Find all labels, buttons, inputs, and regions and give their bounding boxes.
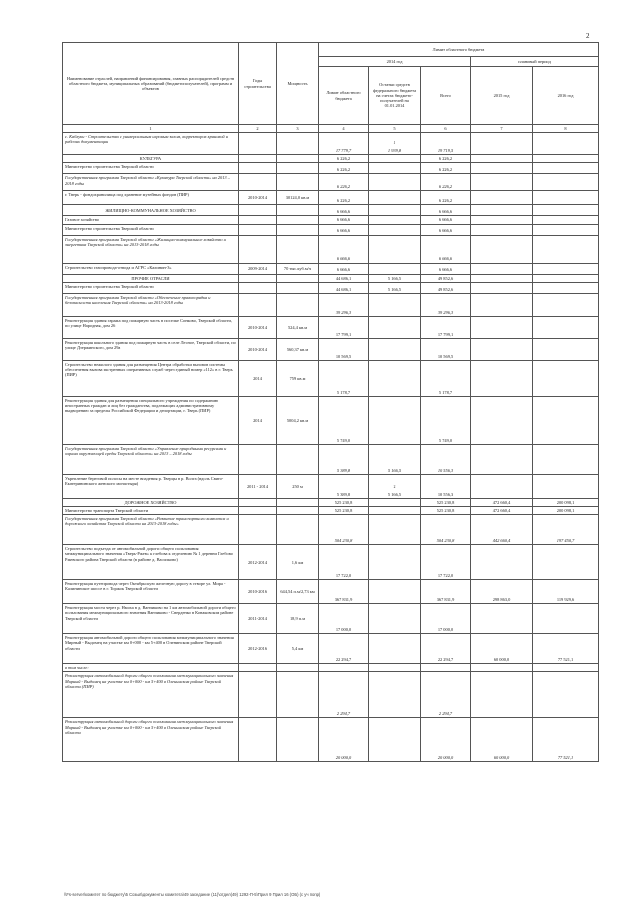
cell-y2016	[533, 338, 599, 360]
table-row	[63, 444, 599, 474]
cell-cap	[277, 515, 319, 545]
col-num: 5	[369, 125, 421, 133]
cell-remain	[369, 191, 421, 205]
cell-name: Реконструкция путепровода через Октябрьскую железную дорогу в створе ул. Мира - Калининское шоссе в г. Торжок Тверской области	[63, 580, 239, 604]
cell-y2016	[533, 274, 599, 282]
cell-name: Государственная программа Тверской области «Обеспечение правопорядка и безопасности населения Тверской области» на 2013-2018 годы	[63, 293, 239, 316]
cell-remain	[369, 133, 421, 155]
cell-name: Газовое хозяйство	[63, 216, 239, 224]
cell-y2016	[533, 396, 599, 444]
cell-y2015	[471, 205, 533, 216]
cell-y2016	[533, 545, 599, 580]
cell-name: в том числе:	[63, 664, 239, 672]
table-row	[63, 316, 599, 338]
cell-name: Строительство нежилого здания для размещения Центра обработки вызовов системы обеспечения вызова экстренных оперативных служб через единый номер «112» в г. Тверь (ПИР)	[63, 360, 239, 396]
cell-y2016: 77 521,1	[533, 718, 599, 762]
cell-total: 10 556,3	[421, 474, 471, 498]
cell-total	[421, 664, 471, 672]
cell-y2015	[471, 396, 533, 444]
table-row	[63, 293, 599, 316]
table-row	[63, 263, 599, 274]
cell-y2015	[471, 191, 533, 205]
col-num: 6	[421, 125, 471, 133]
cell-total: 39 296,3	[421, 293, 471, 316]
cell-cap: 644,54 п.м/2,73 км	[277, 580, 319, 604]
cell-y2016	[533, 174, 599, 191]
cell-y2015	[471, 360, 533, 396]
table-row	[63, 718, 599, 762]
table-row	[63, 515, 599, 545]
cell-cap: 30124,0 кв.м	[277, 191, 319, 205]
col-num: 8	[533, 125, 599, 133]
cell-years	[239, 507, 277, 515]
cell-years: 2014	[239, 396, 277, 444]
cell-y2015: 60 000,0	[471, 634, 533, 664]
table-row	[63, 580, 599, 604]
cell-years	[239, 224, 277, 235]
cell-limit: 6 226,2	[319, 163, 369, 174]
cell-limit: 17 000,0	[319, 604, 369, 634]
cell-limit: 17 722,0	[319, 545, 369, 580]
cell-y2015	[471, 664, 533, 672]
cell-total: 6 666,6	[421, 224, 471, 235]
table-row	[63, 163, 599, 174]
col-num: 3	[277, 125, 319, 133]
cell-years	[239, 444, 277, 474]
cell-y2016	[533, 191, 599, 205]
cell-cap	[277, 274, 319, 282]
table-row	[63, 672, 599, 718]
table-row	[63, 360, 599, 396]
cell-y2016	[533, 235, 599, 263]
cell-y2016	[533, 163, 599, 174]
cell-cap	[277, 224, 319, 235]
cell-limit: 2 294,7	[319, 672, 369, 718]
cell-limit: 6 666,6	[319, 235, 369, 263]
header-remain: Остатки средств федерального бюджета на счетах бюджето-получателей на 01.01.2014	[369, 67, 421, 125]
cell-cap	[277, 163, 319, 174]
cell-total: 17 722,0	[421, 545, 471, 580]
cell-years: 2012-2016	[239, 634, 277, 664]
cell-y2015	[471, 216, 533, 224]
cell-name: Министерство строительства Тверской области	[63, 224, 239, 235]
cell-name: Министерство транспорта Тверской области	[63, 507, 239, 515]
cell-y2015	[471, 163, 533, 174]
cell-limit: 504 230,8	[319, 515, 369, 545]
cell-y2015	[471, 235, 533, 263]
cell-remain	[369, 316, 421, 338]
cell-total: 6 666,6	[421, 235, 471, 263]
cell-y2015	[471, 174, 533, 191]
cell-name: Реконструкция школьного здания под пожарную часть в селе Лесное, Тверской области, по улице Дзержинского, дом 29а	[63, 338, 239, 360]
footnote-marker: 1	[393, 141, 396, 146]
table-row	[63, 274, 599, 282]
cell-years: 2011-2014	[239, 604, 277, 634]
cell-limit: 5 389,8	[319, 474, 369, 498]
cell-remain	[369, 235, 421, 263]
cell-years	[239, 498, 277, 506]
cell-cap: 524,4 кв.м	[277, 316, 319, 338]
page-number: 2	[586, 32, 590, 40]
cell-years	[239, 282, 277, 293]
table-row	[63, 224, 599, 235]
cell-total: 6 666,6	[421, 216, 471, 224]
cell-years	[239, 174, 277, 191]
cell-y2016	[533, 224, 599, 235]
cell-y2015	[471, 545, 533, 580]
cell-name: ПРОЧИЕ ОТРАСЛИ	[63, 274, 239, 282]
cell-y2015: 472 660,4	[471, 498, 533, 506]
col-num: 4	[319, 125, 369, 133]
cell-limit: 5 749,0	[319, 396, 369, 444]
cell-name: Реконструкция автомобильной дороги общего пользования межмуниципального значения Мирный - Выдомец на участке км 0+000 - км 5+400 в Оленинском районе Тверской области	[63, 718, 239, 762]
cell-name: Укрепление береговой полосы на месте впадения р. Тверцы в р. Волга (вдоль Свято-Екатерининского женского монастыря)	[63, 474, 239, 498]
cell-limit: 44 686,1	[319, 282, 369, 293]
cell-limit: 39 296,3	[319, 293, 369, 316]
cell-remain: 5 166,5	[369, 444, 421, 474]
cell-cap: 70 тыс.куб.м/ч	[277, 263, 319, 274]
cell-name: Реконструкция автомобильной дороги общего пользования межмуниципального значения Мирный - Выдомец на участке км 0+000 - км 5+400 в Оленинском районе Тверской области (ПИР)	[63, 672, 239, 718]
cell-limit: 6 666,6	[319, 205, 369, 216]
cell-name: Строительство подъезда от автомобильной дороги общего пользования межмуниципального значения «Тверь-Ржев» к глебова к отделению № 1 деревни Глебово Ржевского района Тверской области (в районе д. Василково)	[63, 545, 239, 580]
table-body	[63, 133, 599, 762]
cell-name: Реконструкция автомобильной дороги общего пользования межмуниципального значения Мирный - Выдомец на участке км 0+000 - км 5+400 в Оленинском районе Тверской области	[63, 634, 239, 664]
header-2015: 2015 год	[471, 67, 533, 125]
cell-total: 19 719,5	[421, 133, 471, 155]
cell-y2016	[533, 604, 599, 634]
cell-cap	[277, 133, 319, 155]
cell-y2016	[533, 155, 599, 163]
cell-limit: 6 666,6	[319, 224, 369, 235]
cell-limit: 6 226,2	[319, 174, 369, 191]
cell-y2016	[533, 133, 599, 155]
cell-name: г. Тверь - фондохранилища под хранение музейных фондов (ПИР)	[63, 191, 239, 205]
cell-y2016	[533, 664, 599, 672]
header-name: Наименование отраслей, направлений финансирования, главных распорядителей средств областного бюджета, муниципальных образований (бюджетополучателей), программ и объектов	[63, 43, 239, 125]
cell-years	[239, 235, 277, 263]
cell-years: 2011 - 2014	[239, 474, 277, 498]
cell-total: 525 230,8	[421, 498, 471, 506]
cell-years	[239, 274, 277, 282]
cell-total: 10 569,5	[421, 338, 471, 360]
cell-cap	[277, 235, 319, 263]
cell-remain	[369, 498, 421, 506]
cell-cap: 250 м	[277, 474, 319, 498]
cell-total: 367 831,9	[421, 580, 471, 604]
cell-total: 49 852,6	[421, 274, 471, 282]
header-capacity: Мощность	[277, 43, 319, 125]
table-row	[63, 396, 599, 444]
cell-years: 2010-2014	[239, 191, 277, 205]
cell-cap: 560,37 кв.м	[277, 338, 319, 360]
cell-total: 20 000,0	[421, 718, 471, 762]
cell-y2015	[471, 155, 533, 163]
cell-name: с. Каблуки - Строительство с универсальным игровым залом, корректоров крановой и рабочих документации	[63, 133, 239, 155]
cell-years	[239, 163, 277, 174]
cell-remain	[369, 664, 421, 672]
cell-y2016: 119 929,6	[533, 580, 599, 604]
cell-limit: 6 226,2	[319, 155, 369, 163]
table-row	[63, 474, 599, 498]
cell-y2015	[471, 338, 533, 360]
cell-cap	[277, 174, 319, 191]
cell-cap	[277, 205, 319, 216]
cell-cap: 759 кв.м	[277, 360, 319, 396]
cell-remain	[369, 360, 421, 396]
cell-cap	[277, 672, 319, 718]
cell-limit: 5 389,8	[319, 444, 369, 474]
cell-name: ДОРОЖНОЕ ХОЗЯЙСТВО	[63, 498, 239, 506]
cell-y2015: 298 863,0	[471, 580, 533, 604]
budget-table	[62, 42, 599, 762]
cell-y2016	[533, 293, 599, 316]
table-header	[63, 43, 599, 133]
cell-y2015	[471, 444, 533, 474]
cell-total: 6 666,6	[421, 263, 471, 274]
cell-name: Государственная программа Тверской области «Культура Тверской области» на 2013 – 2018 годы	[63, 174, 239, 191]
cell-remain	[369, 507, 421, 515]
cell-years	[239, 664, 277, 672]
column-number-row	[63, 125, 599, 133]
cell-remain	[369, 338, 421, 360]
table-row	[63, 155, 599, 163]
cell-y2015	[471, 263, 533, 274]
cell-cap	[277, 282, 319, 293]
cell-y2015	[471, 604, 533, 634]
cell-limit: 10 569,5	[319, 338, 369, 360]
cell-total: 5 749,0	[421, 396, 471, 444]
cell-years: 2010-2014	[239, 316, 277, 338]
remain-value: 1 939,8	[387, 148, 402, 153]
table-row	[63, 133, 599, 155]
cell-y2016	[533, 474, 599, 498]
cell-limit: 44 686,1	[319, 274, 369, 282]
cell-cap: 5004,2 кв.м	[277, 396, 319, 444]
cell-cap: 18,9 п.м	[277, 604, 319, 634]
cell-cap	[277, 507, 319, 515]
cell-y2016	[533, 316, 599, 338]
cell-y2016: 77 521,1	[533, 634, 599, 664]
cell-y2016: 197 450,7	[533, 515, 599, 545]
cell-remain	[369, 634, 421, 664]
cell-limit: 17 779,7	[319, 133, 369, 155]
remain-value: 5 166,5	[387, 491, 402, 497]
cell-remain	[369, 205, 421, 216]
cell-limit: 6 226,2	[319, 191, 369, 205]
cell-remain	[369, 155, 421, 163]
cell-cap	[277, 293, 319, 316]
cell-total: 6 226,2	[421, 155, 471, 163]
cell-limit: 17 799,1	[319, 316, 369, 338]
cell-years: 2014	[239, 360, 277, 396]
cell-years: 2009-2014	[239, 263, 277, 274]
cell-years	[239, 216, 277, 224]
cell-y2016: 200 098,1	[533, 498, 599, 506]
table-row	[63, 191, 599, 205]
table-row	[63, 604, 599, 634]
cell-years	[239, 293, 277, 316]
cell-limit: 525 230,8	[319, 507, 369, 515]
cell-y2015	[471, 316, 533, 338]
cell-y2015: 472 660,4	[471, 507, 533, 515]
cell-total: 504 230,8	[421, 515, 471, 545]
header-years: Годы строительства	[239, 43, 277, 125]
table-row	[63, 235, 599, 263]
cell-remain	[369, 545, 421, 580]
cell-name: КУЛЬТУРА	[63, 155, 239, 163]
header-total: Всего	[421, 67, 471, 125]
cell-total: 6 666,6	[421, 205, 471, 216]
cell-cap	[277, 216, 319, 224]
cell-cap	[277, 444, 319, 474]
cell-y2016	[533, 216, 599, 224]
cell-y2016	[533, 263, 599, 274]
cell-y2015	[471, 133, 533, 155]
col-num: 7	[471, 125, 533, 133]
cell-total: 6 226,2	[421, 191, 471, 205]
cell-total: 6 226,2	[421, 163, 471, 174]
cell-remain	[369, 396, 421, 444]
cell-y2016	[533, 444, 599, 474]
table-row	[63, 545, 599, 580]
col-num: 1	[63, 125, 239, 133]
table-row	[63, 282, 599, 293]
cell-name: Государственная программа Тверской области «Жилищно-коммунальное хозяйство и энергетика Тверской области» на 2013-2018 годы	[63, 235, 239, 263]
cell-total: 22 294,7	[421, 634, 471, 664]
cell-name: Министерство строительства Тверской области	[63, 282, 239, 293]
cell-total: 17 000,0	[421, 604, 471, 634]
cell-remain	[369, 672, 421, 718]
table-row	[63, 664, 599, 672]
cell-limit: 367 831,9	[319, 580, 369, 604]
cell-remain: 5 166,5	[369, 274, 421, 282]
cell-y2015	[471, 224, 533, 235]
table-row	[63, 174, 599, 191]
cell-years	[239, 205, 277, 216]
cell-remain	[369, 216, 421, 224]
cell-y2016	[533, 672, 599, 718]
cell-limit: 525 230,8	[319, 498, 369, 506]
header-limit-group: Лимит областного бюджета	[319, 43, 599, 57]
cell-name: Реконструкция здания гаража под пожарную часть в поселке Сонково, Тверской области, по улице Народная, дом 26	[63, 316, 239, 338]
cell-cap	[277, 718, 319, 762]
cell-cap: 5,4 км	[277, 634, 319, 664]
cell-total: 2 294,7	[421, 672, 471, 718]
cell-name: Государственная программа Тверской области «Управление природными ресурсами и охрана окружающей среды Тверской области» на 2013 – 2018 годы	[63, 444, 239, 474]
cell-name: Министерство строительства Тверской области	[63, 163, 239, 174]
col-num: 2	[239, 125, 277, 133]
cell-remain	[369, 263, 421, 274]
table-row	[63, 507, 599, 515]
cell-y2016	[533, 205, 599, 216]
header-2016: 2016 год	[533, 67, 599, 125]
cell-remain: 5 166,5	[369, 282, 421, 293]
cell-y2015	[471, 282, 533, 293]
cell-y2015	[471, 293, 533, 316]
cell-y2015: 60 000,0	[471, 718, 533, 762]
cell-total: 6 226,2	[421, 174, 471, 191]
cell-total: 525 230,8	[421, 507, 471, 515]
cell-name: Строительство газопровода-отвода и АГРС «Калинин-3»	[63, 263, 239, 274]
cell-limit: 6 666,6	[319, 216, 369, 224]
cell-y2015	[471, 672, 533, 718]
cell-name: Реконструкция моста через р. Нмоха в д. Ванчиково на 1 км автомобильной дороги общего пользования межмуниципального значения Ванчиково - Сверденко в Конаковском районе Тверской области	[63, 604, 239, 634]
cell-years	[239, 133, 277, 155]
header-limit: Лимит областного бюджета	[319, 67, 369, 125]
cell-remain	[369, 293, 421, 316]
cell-y2016	[533, 282, 599, 293]
table-row	[63, 338, 599, 360]
cell-remain	[369, 224, 421, 235]
table-row	[63, 205, 599, 216]
cell-remain	[369, 604, 421, 634]
cell-years: 2010-2016	[239, 580, 277, 604]
table-row	[63, 498, 599, 506]
cell-cap	[277, 498, 319, 506]
cell-years	[239, 718, 277, 762]
cell-cap: 1,6 км	[277, 545, 319, 580]
cell-remain	[369, 163, 421, 174]
cell-limit: 20 000,0	[319, 718, 369, 762]
cell-years	[239, 155, 277, 163]
cell-cap	[277, 664, 319, 672]
cell-limit	[319, 664, 369, 672]
footer-file-path: \\Fs-server\комитет по бюджету\5 Созыв\документы комитета\49 заседание (11)\отдел(49) 1292-П-5\Прил 9 Прил 16 (ОБ) (с уч попр)	[64, 892, 321, 897]
cell-remain	[369, 474, 421, 498]
cell-limit: 22 294,7	[319, 634, 369, 664]
cell-name: Государственная программа Тверской области «Развитие транспортного комплекса и дорожного хозяйства Тверской области на 2013-2018 годы»	[63, 515, 239, 545]
cell-remain	[369, 515, 421, 545]
cell-years	[239, 515, 277, 545]
cell-y2016: 200 098,1	[533, 507, 599, 515]
cell-limit: 6 666,6	[319, 263, 369, 274]
cell-years	[239, 672, 277, 718]
cell-name: ЖИЛИЩНО-КОММУНАЛЬНОЕ ХОЗЯЙСТВО	[63, 205, 239, 216]
cell-remain	[369, 718, 421, 762]
cell-remain	[369, 580, 421, 604]
cell-total: 17 799,1	[421, 316, 471, 338]
cell-total: 10 556,3	[421, 444, 471, 474]
cell-cap	[277, 155, 319, 163]
cell-y2015	[471, 474, 533, 498]
cell-remain	[369, 174, 421, 191]
cell-years: 2012-2014	[239, 545, 277, 580]
header-year-2014: 2014 год	[319, 57, 471, 67]
cell-y2015: 442 660,4	[471, 515, 533, 545]
table-row	[63, 634, 599, 664]
cell-years: 2010-2014	[239, 338, 277, 360]
cell-total: 49 852,6	[421, 282, 471, 293]
cell-name: Реконструкция здания для размещения специального учреждения по содержанию иностранных граждан и лиц без гражданства, подлежащих административному выдворению за пределы Российской Федерации и депортации, г. Тверь (ПИР)	[63, 396, 239, 444]
cell-y2016	[533, 360, 599, 396]
table-row	[63, 216, 599, 224]
header-planned: плановый период	[471, 57, 599, 67]
cell-limit: 5 178,7	[319, 360, 369, 396]
cell-total: 5 178,7	[421, 360, 471, 396]
footnote-marker: 2	[393, 484, 396, 489]
cell-y2015	[471, 274, 533, 282]
